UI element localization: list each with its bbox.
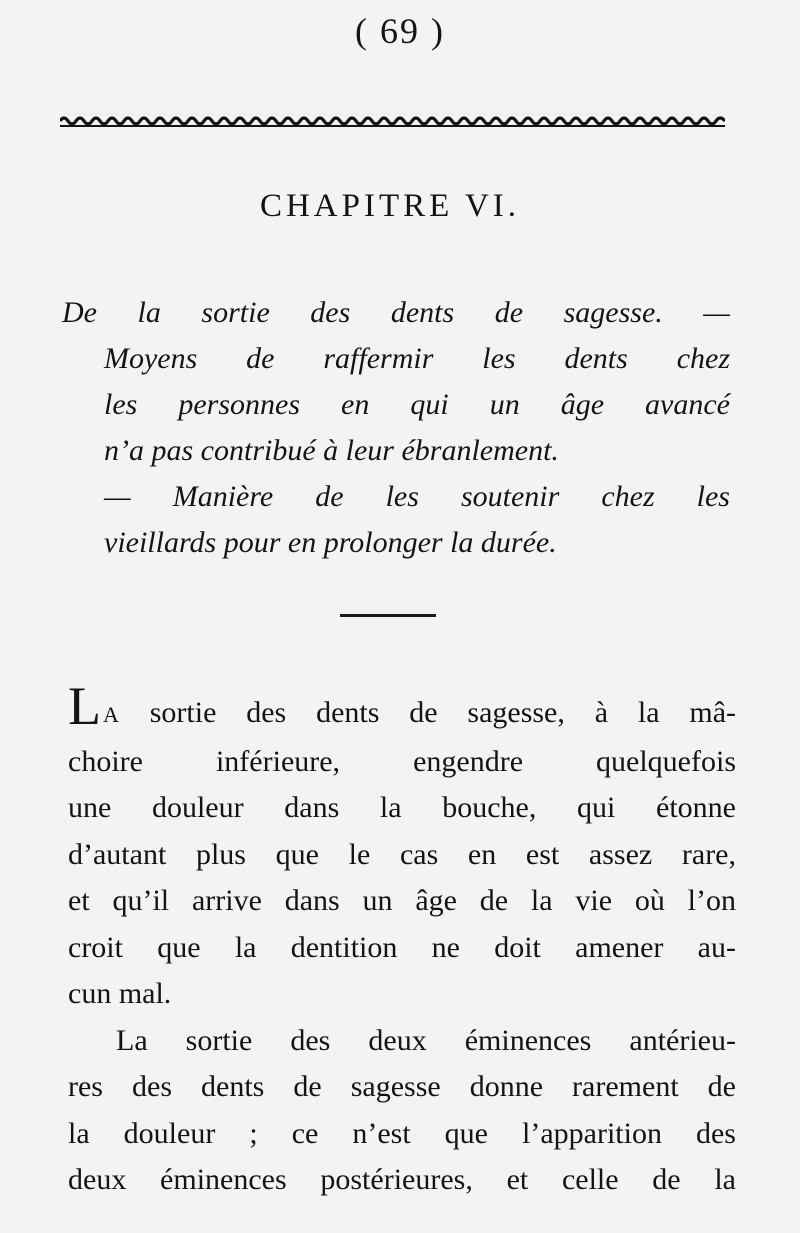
section-divider (340, 614, 436, 617)
summary-line: Moyens de raffermir les dents chez (104, 342, 730, 375)
page-number: ( 69 ) (355, 11, 445, 51)
ornamental-rule (60, 112, 725, 130)
summary-line: les personnes en qui un âge avancé (104, 388, 730, 421)
paragraph-line: choire inférieure, engendre quelquefois (68, 744, 736, 778)
chapter-summary (62, 290, 730, 566)
paragraph-line: deux éminences postérieures, et celle de la (68, 1163, 736, 1196)
summary-line: — Manière de les soutenir chez les (104, 480, 730, 513)
small-cap: A (103, 702, 120, 727)
paragraph-line: La sortie des deux éminences antérieu- (116, 1023, 736, 1057)
body-text (68, 676, 736, 1204)
paragraph-line: d’autant plus que le cas en est assez rare, (68, 837, 736, 871)
paragraph-line-text: sortie des dents de sagesse, à la mâ- (149, 696, 736, 729)
paragraph-line: la douleur ; ce n’est que l’apparition des (68, 1116, 736, 1150)
paragraph-line: res des dents de sagesse donne rarement de (68, 1070, 736, 1103)
paragraph-line (68, 676, 736, 739)
paragraph-line: une douleur dans la bouche, qui étonne (68, 791, 736, 824)
drop-cap: L (68, 676, 101, 736)
summary-line: vieillards pour en prolonger la durée. (104, 526, 557, 559)
paragraph-line: et qu’il arrive dans un âge de la vie où l’on (68, 884, 736, 917)
paragraph-line: cun mal. (68, 977, 172, 1010)
summary-line: De la sortie des dents de sagesse. — (62, 296, 730, 329)
summary-line: n’a pas contribué à leur ébranlement. (104, 434, 559, 467)
paragraph-line: croit que la dentition ne doit amener au- (68, 930, 736, 964)
chapter-title: CHAPITRE VI. (259, 188, 521, 224)
